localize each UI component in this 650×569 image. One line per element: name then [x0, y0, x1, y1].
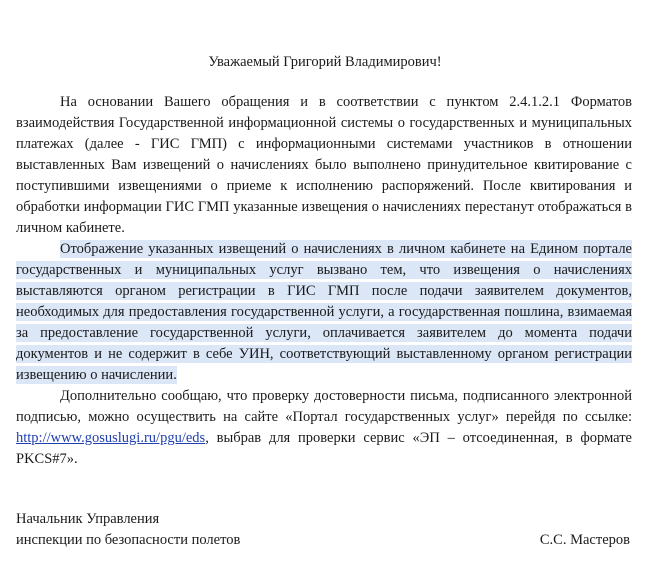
paragraph-basis: На основании Вашего обращения и в соответствии с пунктом 2.4.1.2.1 Форматов взаимодействия Государственной информационной системы о государственных и муниципальных платежах (далее - ГИС ГМП) с информационными системами участников в отношении выставленных Вам извещений о начислениях было выполнено принудительное квитирование с поступившими извещениями о приеме к исполнению распоряжений. После квитирования и обработки информации ГИС ГМП указанные извещения о начислениях перестанут отображаться в личном кабинете.: [16, 94, 632, 236]
paragraph-explanation: [16, 239, 632, 386]
signatory-title-line2: инспекции по безопасности полетов: [16, 532, 241, 548]
paragraph-verification-text-end: , выбрав для проверки сервис «ЭП – отсоединенная, в формате PKCS#7».: [16, 430, 632, 467]
letter-greeting: Уважаемый Григорий Владимирович!: [208, 54, 442, 70]
letter-body: [16, 92, 632, 470]
signatory-title-line1: Начальник Управления: [16, 511, 160, 527]
paragraph-verification: [16, 386, 632, 470]
gosuslugi-eds-link[interactable]: http://www.gosuslugi.ru/pgu/eds: [16, 430, 206, 446]
highlighted-text-selection[interactable]: Отображение указанных извещений о начислениях в личном кабинете на Едином портале государственных и муниципальных услуг вызвано тем, что извещения о начислениях выставляются органом регистрации в ГИС ГМП после подачи заявителем документов, необходимых для предоставления государственной услуги, а государственная пошлина, взимаемая за предоставление государственной услуги, оплачивается заявителем до момента подачи документов и не содержит в себе УИН, соответствующий выставленному органом регистрации извещению о начислении.: [16, 241, 632, 383]
paragraph-verification-text-start: Дополнительно сообщаю, что проверку достоверности письма, подписанного электронной подписью, можно осуществить на сайте «Портал государственных услуг» перейдя по ссылке:: [16, 388, 632, 425]
signatory-title: [16, 509, 240, 551]
signatory-name: С.С. Мастеров: [539, 532, 630, 548]
